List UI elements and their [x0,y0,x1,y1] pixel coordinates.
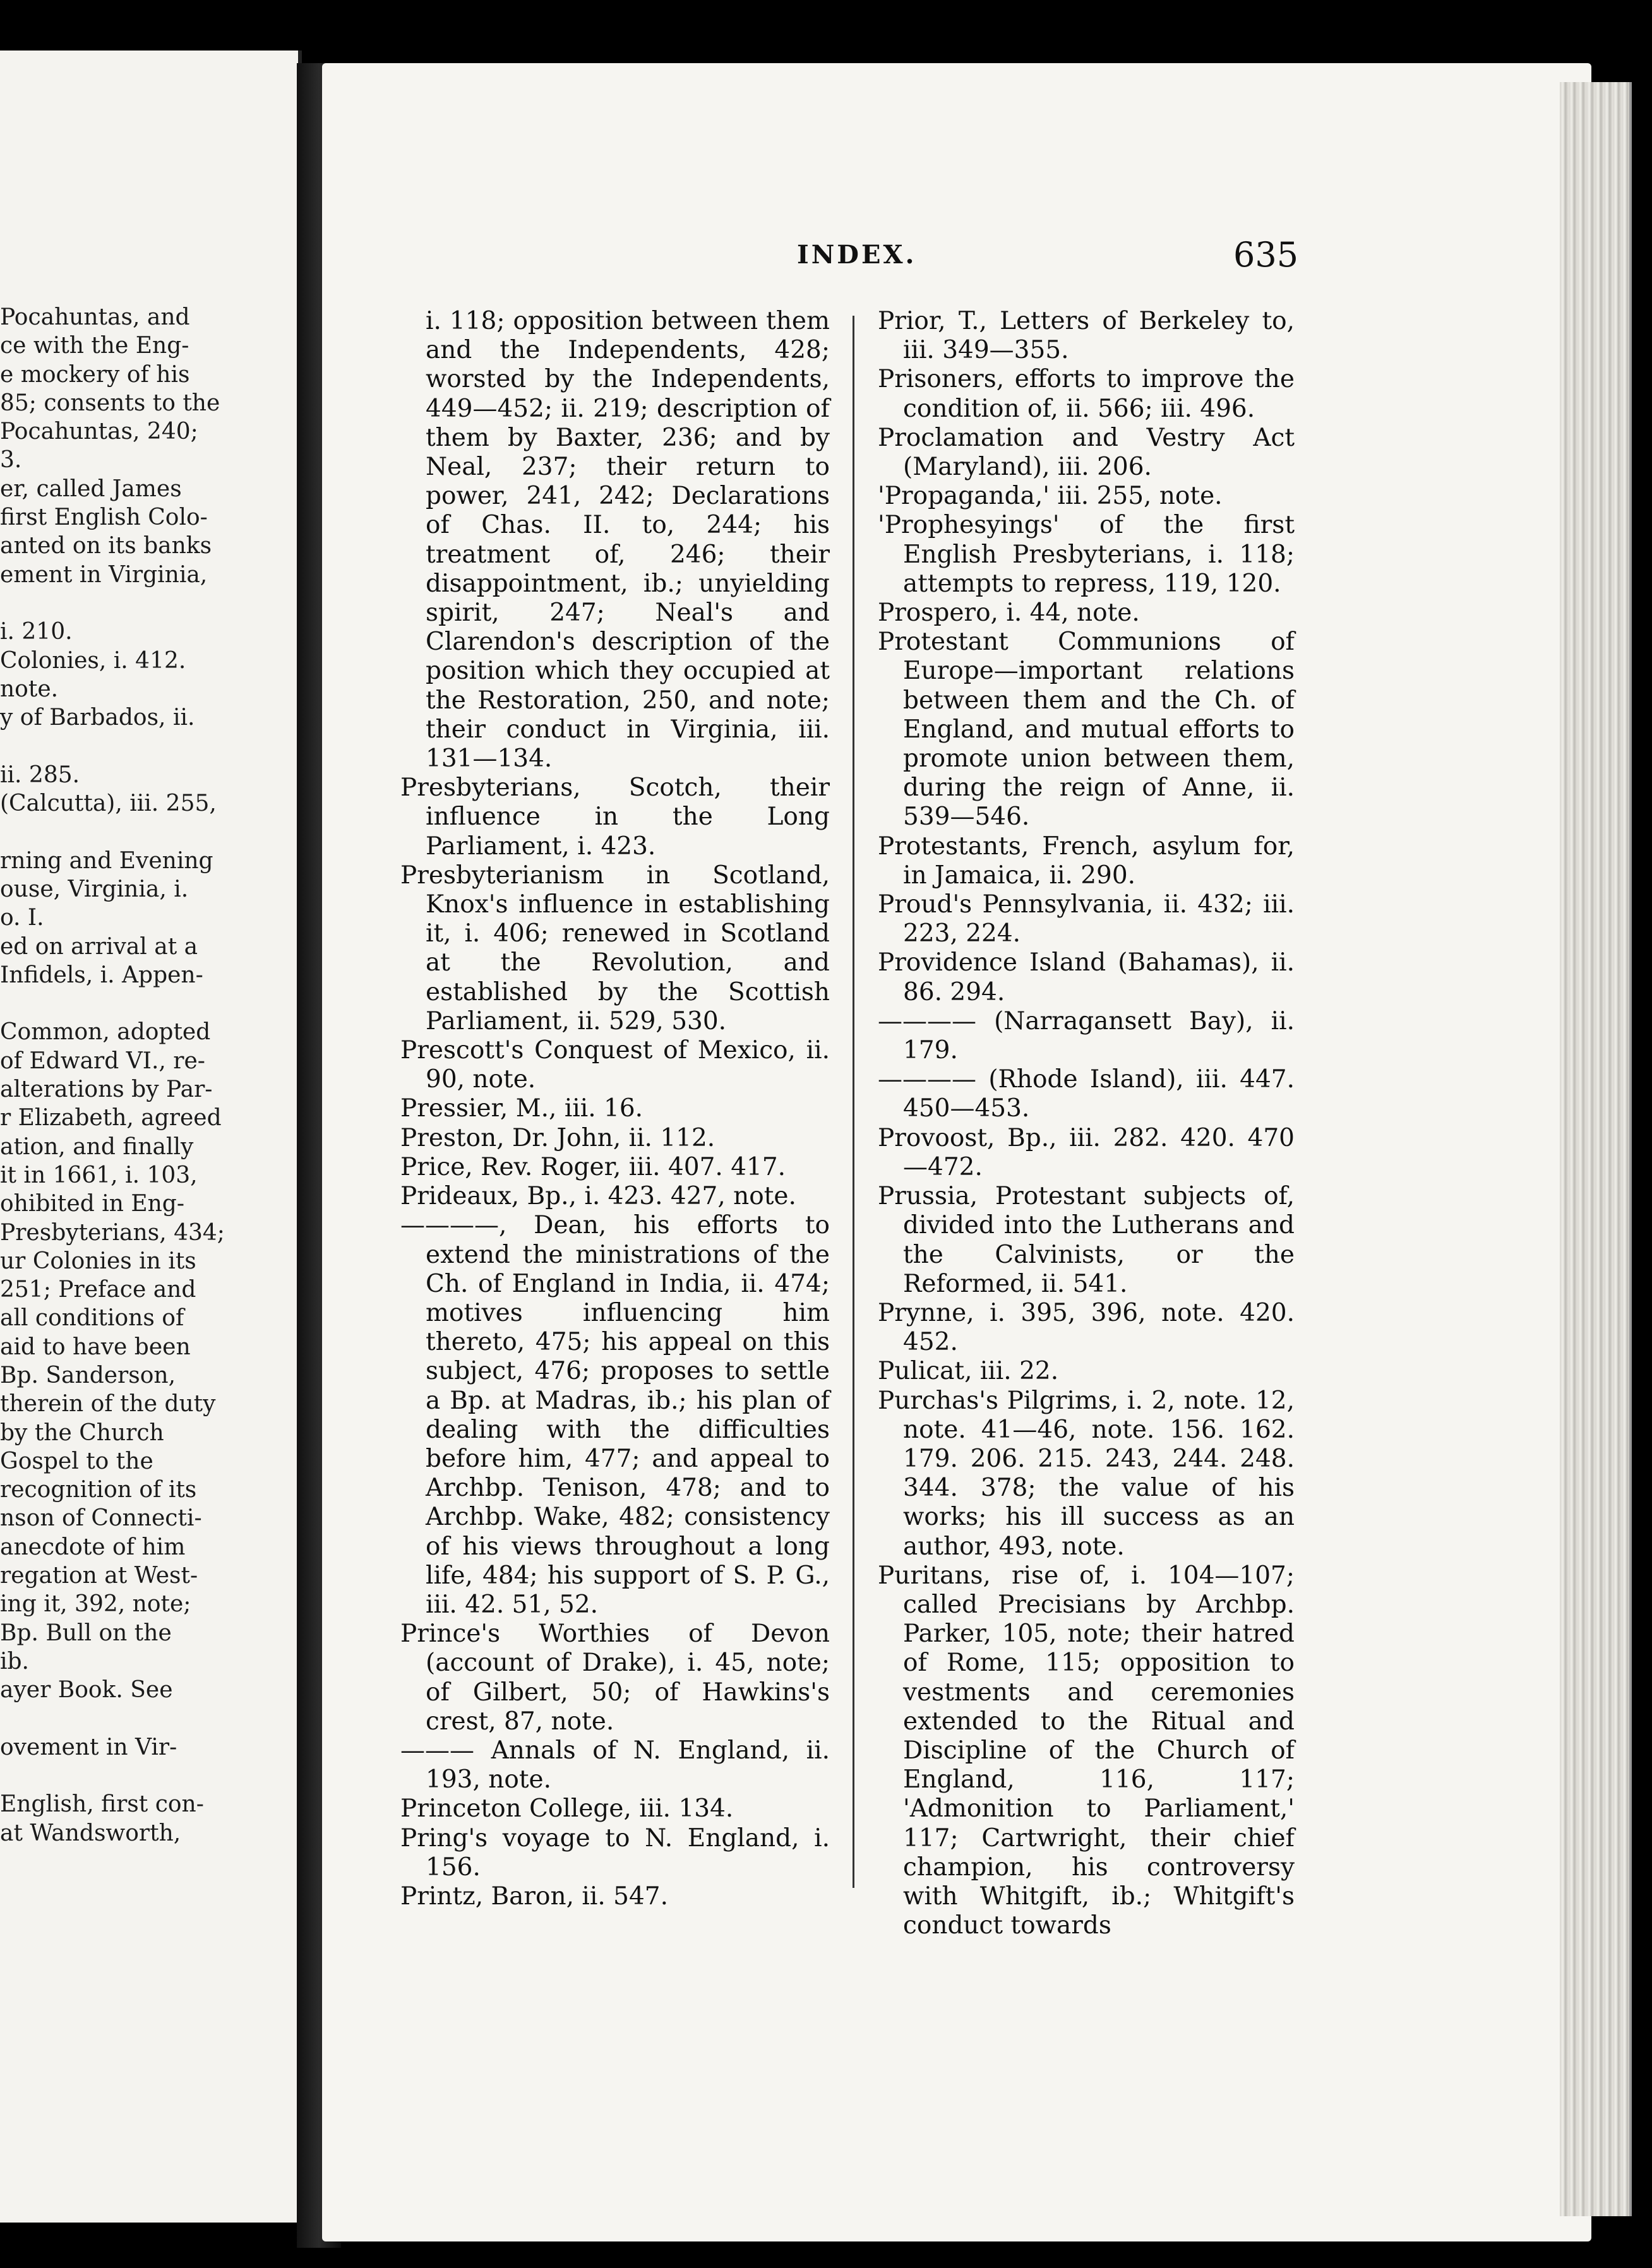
index-entry: Presbyterianism in Scotland, Knox's influence in establishing it, i. 406; renewed in Scotland at the Revolution, and established by the Scottish Parliament, ii. 529, 530. [400,861,830,1036]
left-page-line: Gospel to the [0,1448,153,1474]
left-page-line: rning and Evening [0,847,213,874]
index-entry: ——— Annals of N. England, ii. 193, note. [400,1736,830,1794]
left-page-line: Common, adopted [0,1019,211,1046]
left-page-line: all conditions of [0,1305,184,1332]
left-page-line: y of Barbados, ii. [0,705,195,731]
left-page-line: o. I. [0,905,44,931]
left-page-line: by the Church [0,1419,164,1446]
index-entry: Protestant Communions of Europe—important relations between them and the Ch. of England, and mutual efforts to promote union between them, during the reign of Anne, ii. 539—546. [878,628,1295,832]
left-page-line: Presbyterians, 434; [0,1219,225,1246]
left-page-line: ohibited in Eng- [0,1191,185,1217]
index-entry: Princeton College, iii. 134. [400,1794,734,1823]
left-page-line: ib. [0,1648,30,1674]
column-divider [853,316,854,1888]
index-entry: Pring's voyage to N. England, i. 156. [400,1823,830,1882]
left-page-line [0,1705,290,1733]
left-page-line: of Edward VI., re- [0,1047,205,1074]
left-page-line: ed on arrival at a [0,933,198,960]
index-column-left [400,307,830,1911]
index-entry-continuation: i. 118; opposition between them and the Independents, 428; worsted by the Independents, 449—452; ii. 219; description of them by Baxter, 236; and by Neal, 237; their return to power, 241, 242; Declarations of Chas. II. to, 244; his treatment of, 246; their disappointment, ib.; unyielding spirit, 247; Neal's and Clarendon's description of the position which they occupied at the Restoration, 250, and note; their conduct in Virginia, iii. 131—134. [426,307,830,773]
left-page-text [0,303,298,1847]
left-page-line: ce with the Eng- [0,333,189,359]
left-page-line: Pocahuntas, and [0,304,190,330]
index-entry: Prince's Worthies of Devon (account of Drake), i. 45, note; of Gilbert, 50; of Hawkins's crest, 87, note. [400,1620,830,1736]
index-entry: Printz, Baron, ii. 547. [400,1882,669,1911]
left-page-line: ur Colonies in its [0,1248,196,1274]
index-entry: Pressier, M., iii. 16. [400,1094,643,1123]
index-entry: Prynne, i. 395, 396, note. 420. 452. [878,1298,1295,1357]
left-page-line: e mockery of his [0,361,190,388]
left-page-line: Pocahuntas, 240; [0,419,198,445]
left-page-line: first English Colo- [0,504,208,531]
index-entry: 'Propaganda,' iii. 255, note. [878,482,1223,511]
left-page-line: ovement in Vir- [0,1734,177,1760]
left-page-line: er, called James [0,475,182,502]
index-entry: Purchas's Pilgrims, i. 2, note. 12, note. 41—46, note. 156. 162. 179. 206. 215. 243, 244. 248. 344. 378; the value of his works; his ill success as an author, 493, note. [878,1386,1295,1561]
page-number: 635 [1233,235,1299,275]
left-page-line [0,818,290,846]
left-page-line: 3. [0,447,22,474]
left-page-line: Bp. Sanderson, [0,1362,176,1388]
left-page-line: English, first con- [0,1791,204,1818]
left-page-line: at Wandsworth, [0,1820,181,1846]
left-page-line [0,1762,290,1790]
index-entry: Pulicat, iii. 22. [878,1357,1059,1386]
left-page-line: recognition of its [0,1477,197,1503]
index-entry: Preston, Dr. John, ii. 112. [400,1123,715,1152]
index-entry: Proclamation and Vestry Act (Maryland), iii. 206. [878,423,1295,482]
left-page-line: anted on its banks [0,533,212,559]
left-page-line: anecdote of him [0,1534,186,1560]
index-entry: Puritans, rise of, i. 104—107; called Precisians by Archbp. Parker, 105, note; their hatred of Rome, 115; opposition to vestments and ceremonies extended to the Ritual and Discipline of the Church of England, 116, 117; 'Admonition to Parliament,' 117; Cartwright, their chief champion, his controversy with Whitgift, ib.; Whitgift's conduct towards [878,1561,1295,1940]
index-entry: Prescott's Conquest of Mexico, ii. 90, note. [400,1036,830,1094]
left-page-line: ii. 285. [0,761,80,788]
index-entry: ———— (Rhode Island), iii. 447. 450—453. [878,1065,1295,1123]
left-page-line: (Calcutta), iii. 255, [0,791,217,817]
index-entry: ———— (Narragansett Bay), ii. 179. [878,1006,1295,1065]
index-column-right [878,307,1295,1940]
left-page-line: ayer Book. See [0,1677,173,1704]
left-page-line: alterations by Par- [0,1077,213,1103]
left-page-line: 251; Preface and [0,1277,196,1303]
left-page-line: nson of Connecti- [0,1505,202,1532]
index-entry: Prideaux, Bp., i. 423. 427, note. [400,1182,796,1211]
left-page-line: ing it, 392, note; [0,1591,191,1618]
left-page-line [0,732,290,760]
left-page-line: Infidels, i. Appen- [0,962,203,988]
index-entry: Providence Island (Bahamas), ii. 86. 294. [878,948,1295,1006]
index-entry: Protestants, French, asylum for, in Jamaica, ii. 290. [878,832,1295,890]
facing-page-left [0,51,302,2223]
left-page-line: ement in Virginia, [0,561,208,588]
index-entry: Price, Rev. Roger, iii. 407. 417. [400,1152,786,1181]
left-page-line: 85; consents to the [0,390,220,416]
left-page-line: r Elizabeth, agreed [0,1105,222,1131]
left-page-line: ation, and finally [0,1133,194,1160]
left-page-line [0,989,290,1018]
left-page-line: Colonies, i. 412. [0,647,186,674]
index-entry: Prisoners, efforts to improve the condition of, ii. 566; iii. 496. [878,365,1295,423]
index-entry: Prussia, Protestant subjects of, divided into the Lutherans and the Calvinists, or the Reformed, ii. 541. [878,1182,1295,1298]
left-page-line: note. [0,676,59,702]
index-entry: Prior, T., Letters of Berkeley to, iii. 349—355. [878,307,1295,365]
left-page-line: it in 1661, i. 103, [0,1162,198,1188]
running-head: INDEX. [797,240,917,270]
page-edges [1560,82,1632,2216]
left-page-line: Bp. Bull on the [0,1620,172,1646]
index-entry: Provoost, Bp., iii. 282. 420. 470—472. [878,1123,1295,1181]
index-entry: Proud's Pennsylvania, ii. 432; iii. 223, 224. [878,890,1295,948]
left-page-line: regation at West- [0,1563,198,1589]
left-page-line [0,589,290,618]
left-page-line: i. 210. [0,619,73,645]
left-page-line: therein of the duty [0,1391,216,1418]
index-entry: ————, Dean, his efforts to extend the ministrations of the Ch. of England in India, ii. 474; motives influencing him thereto, 475; his appeal on this subject, 476; proposes to settle a Bp. at Madras, ib.; his plan of dealing with the difficulties before him, 477; and appeal to Archbp. Tenison, 478; and to Archbp. Wake, 482; consistency of his views throughout a long life, 484; his support of S. P. G., iii. 42. 51, 52. [400,1211,830,1619]
index-entry: Presbyterians, Scotch, their influence in the Long Parliament, i. 423. [400,773,830,861]
index-entry: 'Prophesyings' of the first English Presbyterians, i. 118; attempts to repress, 119, 120. [878,511,1295,598]
left-page-line: aid to have been [0,1334,191,1360]
index-entry: Prospero, i. 44, note. [878,599,1140,628]
left-page-line: ouse, Virginia, i. [0,876,189,902]
